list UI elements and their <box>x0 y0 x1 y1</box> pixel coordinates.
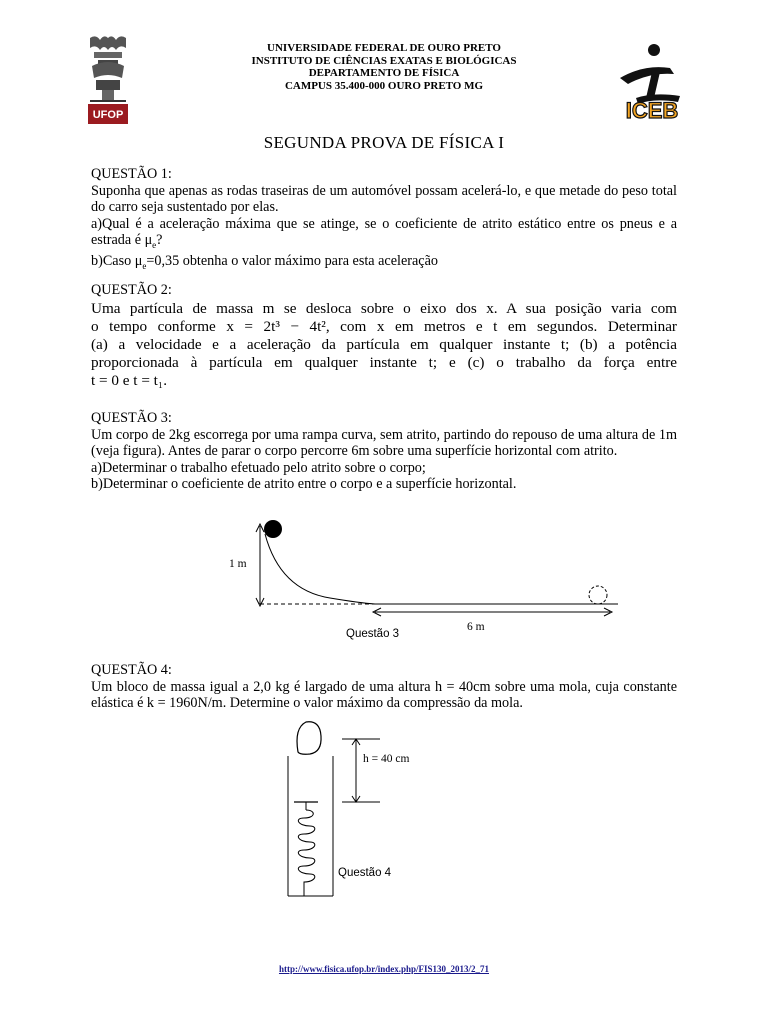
figure-4-caption: Questão 4 <box>338 867 392 879</box>
institution-header <box>180 42 588 92</box>
q2-line-3: (a) a velocidade e a aceleração da partícula em qualquer instante t; (b) a potência <box>91 336 677 353</box>
iceb-logo <box>614 42 694 122</box>
ufop-logo-text: UFOP <box>92 109 124 121</box>
question-2-heading-block <box>91 282 677 299</box>
q1b-subscript: e <box>142 261 147 272</box>
question-4-heading: QUESTÃO 4: <box>91 662 172 678</box>
question-4 <box>91 662 677 712</box>
university-name: UNIVERSIDADE FEDERAL DE OURO PRETO <box>267 42 501 54</box>
ramp-curve <box>265 534 375 604</box>
page-title: SEGUNDA PROVA DE FÍSICA I <box>263 133 505 152</box>
question-2-body <box>91 300 677 390</box>
q1a-subscript: e <box>152 239 157 250</box>
ufop-logo <box>84 32 132 126</box>
institute-name: INSTITUTO DE CIÊNCIAS EXATAS E BIOLÓGICAS <box>251 54 517 67</box>
falling-block <box>297 722 321 754</box>
question-1-part-b <box>91 253 677 274</box>
question-1-heading: QUESTÃO 1: <box>91 166 172 182</box>
iceb-logo-text: ICEB <box>625 98 679 122</box>
question-1 <box>91 166 677 275</box>
q1b-start: b)Caso μ <box>91 253 143 270</box>
spring <box>298 810 314 896</box>
q1a-end: ? <box>156 232 163 248</box>
ufop-crest-icon <box>84 32 132 126</box>
iceb-figure-icon <box>614 42 694 122</box>
question-3-figure <box>220 512 640 647</box>
question-3-part-a: a)Determinar o trabalho efetuado pelo atrito sobre o corpo; <box>91 459 426 476</box>
department-name: DEPARTAMENTO DE FÍSICA <box>308 67 460 79</box>
q1b-end: =0,35 obtenha o valor máximo para esta aceleração <box>146 253 438 270</box>
ball-start <box>264 520 282 538</box>
question-2-heading: QUESTÃO 2: <box>91 282 172 298</box>
q2-line-5: t = 0 e t = t₁. <box>91 372 167 389</box>
question-3-heading: QUESTÃO 3: <box>91 410 172 426</box>
question-4-intro: Um bloco de massa igual a 2,0 kg é largado de uma altura h = 40cm sobre uma mola, cuja constante elástica é k = 1960N/m. Determine o valor máximo da compressão da mola. <box>91 678 677 711</box>
q2-line-2: o tempo conforme x = 2t³ − 4t², com x em metros e t em segundos. Determinar <box>91 318 677 335</box>
drop-height-label: h = 40 cm <box>363 753 410 765</box>
distance-label: 6 m <box>467 621 485 633</box>
q1a-text: a)Qual é a aceleração máxima que se atinge, se o coeficiente de atrito estático entre os pneus e a estrada é μ <box>91 215 677 248</box>
q2-line-4: proporcionada à partícula em qualquer instante t; e (c) o trabalho da força entre <box>91 354 677 371</box>
question-1-intro: Suponha que apenas as rodas traseiras de um automóvel possam acelerá-lo, e que metade do peso total do carro seja sustentado por elas. <box>91 182 677 215</box>
figure-3-caption: Questão 3 <box>346 628 400 640</box>
height-label: 1 m <box>229 558 247 570</box>
question-3-part-b: b)Determinar o coeficiente de atrito entre o corpo e a superfície horizontal. <box>91 476 517 492</box>
question-1-part-a <box>91 216 677 254</box>
footer-url-link[interactable]: http://www.fisica.ufop.br/index.php/FIS130_2013/2_71 <box>278 964 490 974</box>
campus-address: CAMPUS 35.400-000 OURO PRETO MG <box>284 79 484 92</box>
question-4-figure <box>280 718 440 903</box>
ball-end <box>589 586 607 604</box>
q2-line-1: Uma partícula de massa m se desloca sobre o eixo dos x. A sua posição varia com <box>91 300 677 317</box>
question-3-intro: Um corpo de 2kg escorrega por uma rampa curva, sem atrito, partindo do repouso de uma altura de 1m (veja figura). Antes de parar o corpo percorre 6m sobre uma superfície horizontal com atrito. <box>91 426 677 459</box>
question-3 <box>91 410 677 493</box>
